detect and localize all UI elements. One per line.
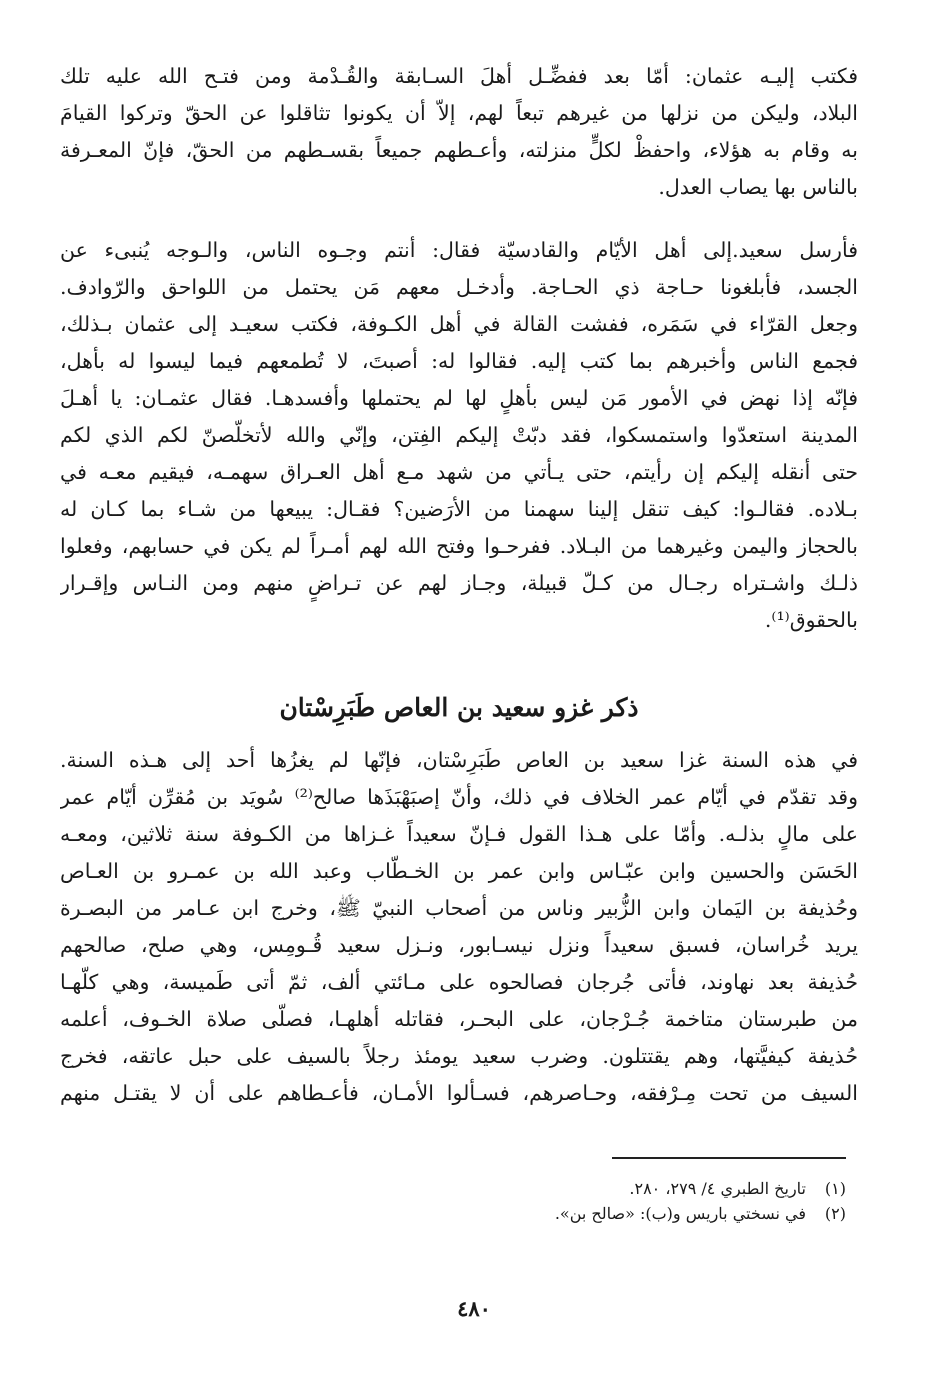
text-line: فأرسل سعيد.إلى أهل الأيّام والقادسيّة فقال: أنتم وجـوه الناس، والـوجه يُنبىء عن xyxy=(60,238,858,262)
paragraph-tabaristan-campaign xyxy=(60,742,858,1112)
section-heading: ذكر غزو سعيد بن العاص طَبَرِسْتان xyxy=(279,693,639,722)
text-line: حتى أنقله إليكم إن رأيتم، حتى يـأتي من شهد مـع أهل العـراق سهمـه، فيقيم معـه في xyxy=(60,460,858,484)
section-heading-block xyxy=(60,688,858,728)
text-line: وحُذيفة بن اليَمان وابن الزُّبير وناس من أصحاب النبيّ ﷺ، وخرج ابن عـامر من البصـرة xyxy=(60,896,858,920)
footnote-1 xyxy=(300,1176,846,1201)
text-line: ذلـك واشـتراه رجـال من كـلّ قبيلة، وجـاز لهم عن تـراضٍ منهم ومن النـاس وإقـرار xyxy=(60,571,858,595)
paragraph-saeed-council xyxy=(60,232,858,639)
text-line: الجسد، فأبلغونا حـاجة ذي الحـاجة. وأدخـل معهم مَن يحتمل من اللواحق والرّوادف. xyxy=(60,275,858,299)
text-line: فجمع الناس وأخبرهم بما كتب إليه. فقالوا له: أصبتَ، لا تُطمعهم فيما ليسوا له بأهل، xyxy=(60,349,858,373)
text-line: المدينة استعدّوا واستمسكوا، فقد دبّتْ إليكم الفِتن، وإنّي والله لأتخلّصنّ لكم الذي لكم xyxy=(60,423,858,447)
text-line: بـلاده. فقالـوا: كيف تنقل إلينا سهمنا من الأرَضين؟ فقـال: يبيعها من شـاء بما كـان له xyxy=(60,497,858,521)
text-line: في هذه السنة غزا سعيد بن العاص طَبَرِسْتان، فإنّها لم يغزُها أحد إلى هـذه السنة. xyxy=(60,748,858,772)
footnotes xyxy=(300,1176,846,1226)
text-line: السيف من تحت مِـرْفقه، وحـاصرهم، فسـألوا الأمـان، فأعـطاهم على أن لا يقتـل منهم xyxy=(60,1081,858,1105)
text-line: بالحقوق⁽¹⁾. xyxy=(764,608,858,632)
text-line: وقد تقدّم في أيّام عمر الخلاف في ذلك، وأنّ إصبَهْبَذَها صالح⁽²⁾ سُويَد بن مُقرِّن أيّام عمر xyxy=(60,785,858,809)
text-line: بالحجاز واليمن وغيرهما من البـلاد. ففرحـوا وفتح الله لهم أمـراً لم يكن في حسابهم، وفعلوا xyxy=(60,534,858,558)
footnote-divider xyxy=(612,1157,846,1159)
text-line: على مالٍ بذلـه. وأمّا على هـذا القول فـإنّ سعيداً غـزاها من الكـوفة سنة ثلاثين، ومعـه xyxy=(60,822,858,846)
text-line: يريد خُراسان، فسبق سعيداً ونزل نيسـابور، ونـزل سعيد قُـومِس، وهي صلح، صالحهم xyxy=(60,933,858,957)
text-line: فكتب إليـه عثمان: أمّا بعد ففضِّـل أهلَ السـابقة والقُـدْمة ومن فتـح الله عليه تلك xyxy=(60,64,858,88)
text-line: به وقام به هؤلاء، واحفظْ لكلٍّ منزلته، وأعـطهم جميعاً بقسـطهم من الحقّ، فإنّ المعـرفة xyxy=(60,138,858,162)
page-number: ٤٨٠ xyxy=(457,1296,491,1321)
footnote-number: (١) xyxy=(824,1179,846,1198)
paragraph-uthman-letter xyxy=(60,58,858,206)
text-line: الحَسَن والحسين وابن عبّـاس وابن عمر بن الخـطّاب وعبد الله بن عمـرو بن العـاص xyxy=(60,859,858,883)
text-line: من طبرستان متاخمة جُـرْجان، على البحـر، فقاتله أهلهـا، فصلّى صلاة الخـوف، أعلمه xyxy=(60,1007,858,1031)
footnote-number: (٢) xyxy=(824,1204,846,1223)
footnote-text: تاريخ الطبري ٤/ ٢٧٩، ٢٨٠. xyxy=(629,1179,806,1198)
footnote-text: في نسختي باريس و(ب): «صالح بن». xyxy=(554,1204,806,1223)
text-line: البلاد، وليكن من نزلها من غيرهم تبعاً لهم، إلاّ أن يكونوا تثاقلوا عن الحقّ وتركوا القيامَ xyxy=(60,101,858,125)
text-line: حُذيفة كيفيَّتها، وهم يقتتلون. وضرب سعيد يومئذ رجلاً بالسيف على حبل عاتقه، فخرج xyxy=(60,1044,858,1068)
text-line: بالناس بها يصاب العدل. xyxy=(658,175,858,199)
text-line: وجعل القرّاء في سَمَره، ففشت القالة في أهل الكـوفة، فكتب سعيـد إلى عثمان بـذلك، xyxy=(60,312,858,336)
text-line: فإنّه إذا نهض في الأمور مَن ليس بأهلٍ لها لم يحتملها وأفسدهـا. فقال عثمـان: يا أهـلَ xyxy=(60,386,858,410)
footnote-2 xyxy=(300,1201,846,1226)
text-line: حُذيفة بعد نهاوند، فأتى جُرجان فصالحوه على مـائتي ألف، ثمّ أتى طَميسة، وهي كلّهـا xyxy=(60,970,858,994)
